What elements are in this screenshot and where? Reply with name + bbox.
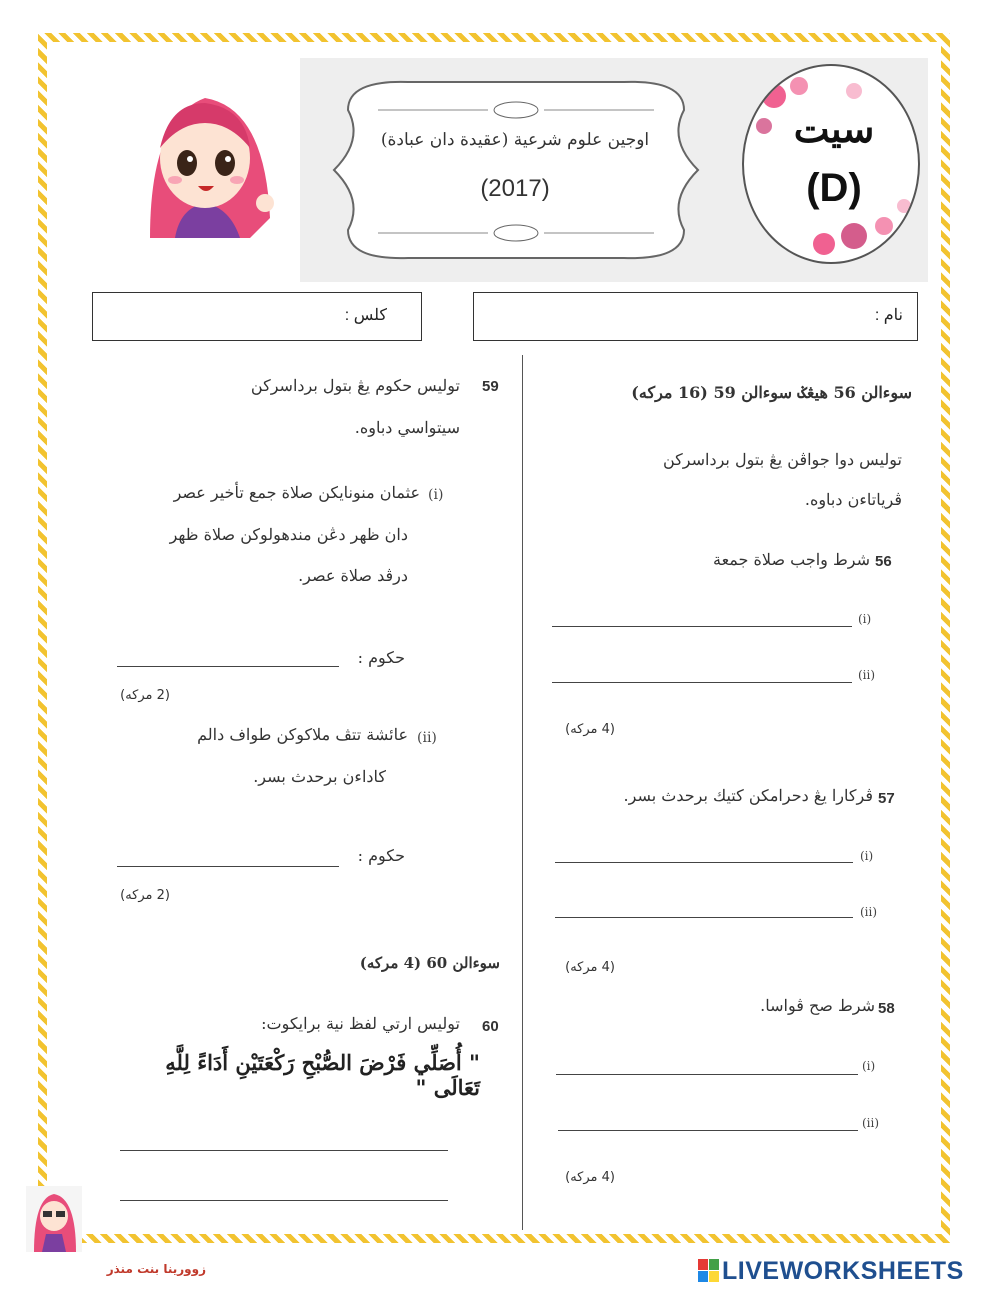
section-title-60: سوءالن 60 (4 مركه) (359, 954, 500, 972)
question-58-number: 58 (878, 1000, 895, 1017)
name-field[interactable] (473, 292, 918, 341)
answer-58-i-label: (i) (862, 1059, 876, 1073)
question-58-text: شرط صح ڤواسا. (760, 996, 875, 1015)
sub-i-line-2: دان ظهر دڠن مندهولوكن صلاة ظهر (169, 525, 408, 544)
answer-58-ii[interactable] (558, 1130, 858, 1131)
section-title-56-59: سوءالن 56 هيڠݢ سوءالن 59 (16 مركه) (631, 383, 912, 402)
class-label: كلس : (344, 307, 387, 324)
sub-ii-marks: (2 مركه) (120, 888, 170, 903)
flower-decoration (744, 66, 920, 264)
answer-58-i[interactable] (556, 1074, 858, 1075)
marks-57: (4 مركه) (565, 960, 615, 975)
sub-ii-answer-label: حكوم : (357, 846, 405, 865)
column-divider (522, 355, 523, 1230)
question-57-text: ڤركارا يڠ دحرامكن كتيك برحدث بسر. (623, 786, 873, 805)
answer-56-ii-label: (ii) (858, 668, 876, 682)
name-label: نام : (874, 307, 903, 324)
sub-i-label: (i) (428, 487, 444, 503)
marks-58: (4 مركه) (565, 1170, 615, 1185)
question-59-line-1: توليس حكوم يڠ بتول برداسركن (250, 376, 460, 395)
hijab-girl-illustration (130, 78, 280, 248)
class-field[interactable] (92, 292, 422, 341)
set-letter: (D) (806, 166, 862, 210)
answer-56-i-label: (i) (858, 612, 872, 626)
instruction-line-1: توليس دوا جواڤن يڠ بتول برداسركن (663, 450, 902, 469)
question-56-number: 56 (875, 553, 892, 570)
set-badge (742, 64, 920, 264)
question-56-text: شرط واجب صلاة جمعة (712, 550, 870, 569)
question-60-text: توليس ارتي لفظ نية برايكوت: (261, 1014, 460, 1033)
liveworksheets-logo-icon (698, 1259, 720, 1283)
answer-57-ii[interactable] (555, 917, 853, 918)
sub-ii-line-1: عائشة تتڤ ملاكوكن طواف دالم (197, 725, 408, 744)
question-60-number: 60 (482, 1018, 499, 1035)
answer-58-ii-label: (ii) (862, 1116, 880, 1130)
question-57-number: 57 (878, 790, 895, 807)
answer-57-i-label: (i) (860, 849, 874, 863)
exam-title: اوجين علوم شرعية (عقيدة دان عبادة) (380, 130, 650, 150)
question-59-number: 59 (482, 378, 499, 395)
instruction-line-2: ڤرياتاءن دباوه. (804, 490, 902, 509)
sub-i-answer-line[interactable] (117, 666, 339, 667)
answer-60-line-1[interactable] (120, 1150, 448, 1151)
niyyah-text: " أُصَلِّي فَرْضَ الصُّبْحِ رَكْعَتَيْنِ أَدَاءً لِلَّهِ تَعَالَى " (165, 1050, 480, 1100)
answer-60-line-2[interactable] (120, 1200, 448, 1201)
sub-ii-label: (ii) (417, 730, 437, 746)
marks-56: (4 مركه) (565, 722, 615, 737)
set-label: سيت (793, 106, 875, 151)
author-avatar-icon (26, 1186, 82, 1252)
answer-57-i[interactable] (555, 862, 853, 863)
question-59-line-2: سيتواسي دباوه. (354, 418, 460, 437)
liveworksheets-brand[interactable]: LIVEWORKSHEETS (722, 1257, 964, 1285)
sub-i-line-1: عثمان منونايكن صلاة جمع تأخير عصر (173, 483, 420, 502)
answer-57-ii-label: (ii) (860, 905, 878, 919)
sub-i-answer-label: حكوم : (357, 648, 405, 667)
sub-i-marks: (2 مركه) (120, 688, 170, 703)
sub-i-line-3: درڤد صلاة عصر. (298, 566, 408, 585)
sub-ii-line-2: كاداءن برحدث بسر. (253, 767, 386, 786)
sub-ii-answer-line[interactable] (117, 866, 339, 867)
author-name: زوورينا بنت منذر (106, 1262, 206, 1276)
answer-56-ii[interactable] (552, 682, 852, 683)
answer-56-i[interactable] (552, 626, 852, 627)
exam-year: (2017) (480, 175, 550, 202)
title-plaque-frame (318, 70, 714, 270)
